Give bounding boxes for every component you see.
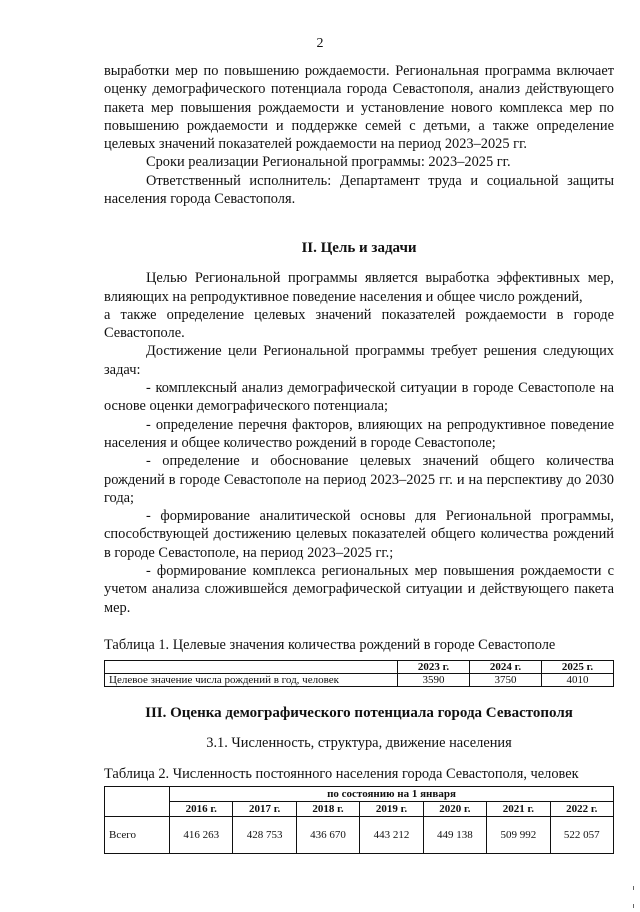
- task-item: - комплексный анализ демографической ситуации в городе Севастополе на основе оценки демографического потенциала;: [104, 380, 614, 415]
- table-header-year: 2016 г.: [170, 802, 233, 817]
- table-row-label: Целевое значение числа рождений в год, человек: [105, 674, 398, 687]
- section-2-heading: II. Цель и задачи: [301, 240, 417, 256]
- task-item: - определение и обоснование целевых значений общего количества рождений в городе Севастополе на период 2023–2025 гг. и на перспективу до 2030 года;: [104, 453, 614, 506]
- table-cell: 4010: [542, 674, 614, 687]
- table-cell: 3750: [470, 674, 542, 687]
- table-row: [105, 787, 614, 802]
- table-header-year: 2021 г.: [487, 802, 550, 817]
- responsible-executor: Ответственный исполнитель: Департамент труда и социальной защиты населения города Севастополя.: [104, 172, 614, 208]
- table-header-year: 2019 г.: [360, 802, 423, 817]
- table-header-year: 2020 г.: [423, 802, 486, 817]
- scan-mark: [633, 904, 634, 908]
- table-row: [105, 802, 614, 817]
- section-3-heading: III. Оценка демографического потенциала города Севастополя: [145, 705, 573, 721]
- goal-paragraph-continued: а также определение целевых значений показателей рождаемости в городе Севастополе.: [104, 306, 614, 342]
- tasks-intro: Достижение цели Региональной программы требует решения следующих задач:: [104, 343, 614, 378]
- table-cell: 3590: [398, 674, 470, 687]
- section-3: [104, 704, 614, 783]
- goal-paragraph: Целью Региональной программы является выработка эффективных мер, влияющих на репродуктивное поведение населения и общее число рождений,: [104, 270, 614, 305]
- table-cell-empty: [105, 787, 170, 817]
- table-header-year: 2025 г.: [542, 661, 614, 674]
- table-cell: 509 992: [487, 817, 550, 854]
- task-item: - определение перечня факторов, влияющих на репродуктивное поведение населения и общее количество рождений в городе Севастополе;: [104, 416, 614, 451]
- intro-paragraph: выработки мер по повышению рождаемости. Региональная программа включает оценку демографического потенциала города Севастополя, анализ действующего пакета мер повышения рождаемости и установление нового комплекса мер по повышению рождаемости и поддержке семей с детьми, а также определение целевых значений показателей рождаемости на период 2023–2025 гг.: [104, 63, 614, 153]
- table-cell: 449 138: [423, 817, 486, 854]
- table-cell-empty: [105, 661, 398, 674]
- table-1-block: [104, 636, 614, 654]
- section-2: [104, 239, 614, 617]
- table-header-year: 2022 г.: [550, 802, 613, 817]
- table-cell: 416 263: [170, 817, 233, 854]
- table-row: [105, 661, 614, 674]
- table-2-caption: Таблица 2. Численность постоянного населения города Севастополя, человек: [104, 765, 579, 782]
- table-cell: 443 212: [360, 817, 423, 854]
- table-group-header: по состоянию на 1 января: [170, 787, 614, 802]
- table-header-year: 2017 г.: [233, 802, 296, 817]
- task-item: - формирование аналитической основы для Региональной программы, способствующей достижению целевых показателей общего количества рождений в городе Севастополе, на период 2023–2025 гг.;: [104, 508, 614, 561]
- page-number: 2: [316, 36, 324, 51]
- task-item: - формирование комплекса региональных мер повышения рождаемости с учетом анализа сложившейся демографической ситуации и действующего пакета мер.: [104, 563, 614, 616]
- table-2: [104, 786, 614, 854]
- table-header-year: 2018 г.: [296, 802, 359, 817]
- scan-mark: [633, 886, 634, 890]
- table-header-year: 2024 г.: [470, 661, 542, 674]
- program-terms: Сроки реализации Региональной программы: 2023–2025 гг.: [146, 154, 511, 171]
- table-header-year: 2023 г.: [398, 661, 470, 674]
- table-1-caption: Таблица 1. Целевые значения количества рождений в городе Севастополе: [104, 637, 556, 653]
- table-row: [105, 817, 614, 854]
- table-cell: 522 057: [550, 817, 613, 854]
- section-3-subheading: 3.1. Численность, структура, движение населения: [206, 735, 512, 752]
- table-cell: 436 670: [296, 817, 359, 854]
- table-row-label: Всего: [105, 817, 170, 854]
- intro-block: [104, 62, 614, 208]
- table-cell: 428 753: [233, 817, 296, 854]
- table-row: [105, 674, 614, 687]
- table-1: [104, 660, 614, 687]
